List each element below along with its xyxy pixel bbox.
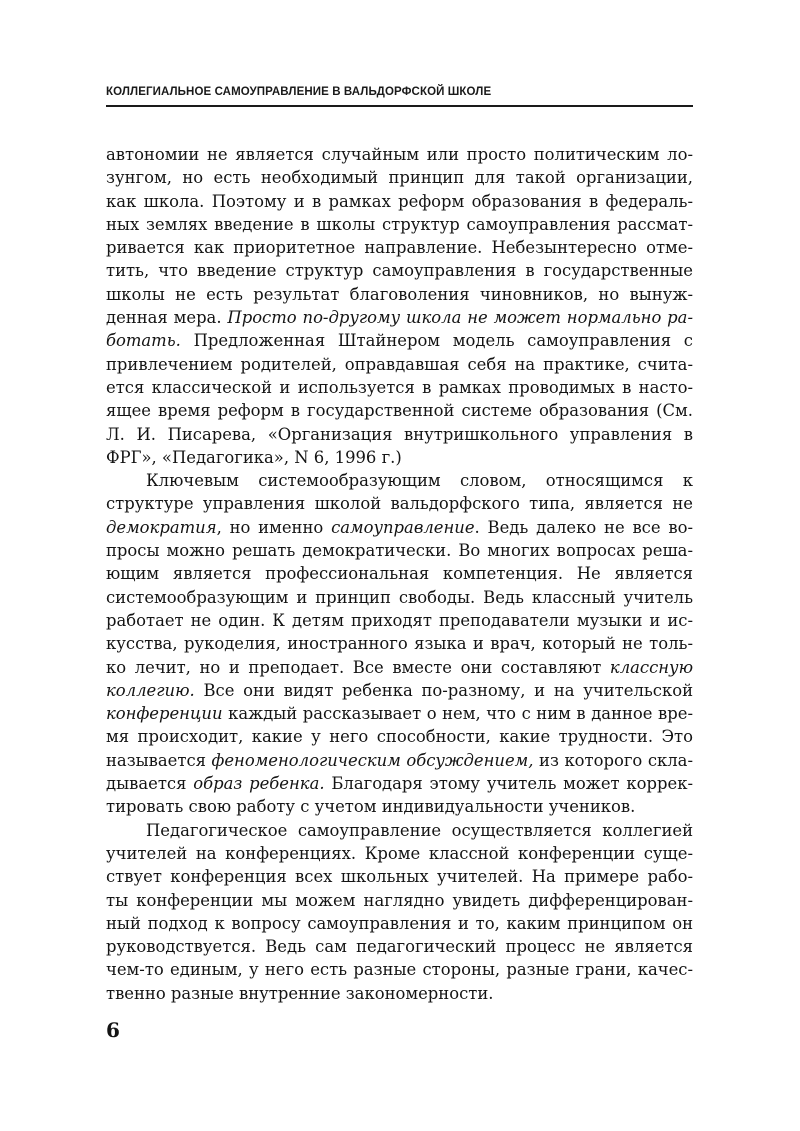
text-line xyxy=(106,376,693,399)
text-segment: Благодаря этому учитель может коррек- xyxy=(324,774,694,794)
italic-text: демократия xyxy=(106,517,217,537)
text-segment: тить, что введение структур самоуправления в государственные xyxy=(106,261,693,281)
text-segment: ющим является профессиональная компетенция. Не является xyxy=(106,564,693,584)
text-line xyxy=(106,632,693,655)
text-line xyxy=(106,329,693,352)
text-segment: Ключевым системообразующим словом, относящимся к xyxy=(146,471,693,491)
text-segment: привлечением родителей, оправдавшая себя на практике, счита- xyxy=(106,354,693,374)
text-line xyxy=(106,469,693,492)
text-segment: Предложенная Штайнером модель самоуправления с xyxy=(180,331,693,351)
text-line xyxy=(106,236,693,259)
italic-text: конференции xyxy=(106,704,223,724)
text-segment: ФРГ», «Педагогика», N 6, 1996 г.) xyxy=(106,447,402,467)
italic-text: ботать. xyxy=(106,331,181,351)
text-line xyxy=(106,283,693,306)
text-segment: школы не есть результат благоволения чиновников, но вынуж- xyxy=(106,284,693,304)
text-segment: мя происходит, какие у него способности, какие трудности. Это xyxy=(106,727,693,747)
text-segment: ствует конференция всех школьных учителей. На примере рабо- xyxy=(106,867,693,887)
text-line xyxy=(106,656,693,679)
text-line xyxy=(106,166,693,189)
text-segment: учителей на конференциях. Кроме классной конференции суще- xyxy=(106,843,693,863)
text-line xyxy=(106,516,693,539)
text-line xyxy=(106,423,693,446)
text-line xyxy=(106,586,693,609)
text-line xyxy=(106,492,693,515)
text-line xyxy=(106,842,693,865)
text-segment: руководствуется. Ведь сам педагогический процесс не является xyxy=(106,937,693,957)
text-segment: Все они видят ребенка по-разному, и на учительской xyxy=(194,680,693,700)
text-segment: системообразующим и принцип свободы. Ведь классный учитель xyxy=(106,587,693,607)
text-segment: кусства, рукоделия, иностранного языка и врач, который не толь- xyxy=(106,634,693,654)
text-line xyxy=(106,143,693,166)
text-line xyxy=(106,399,693,422)
text-segment: , но именно xyxy=(216,517,332,537)
text-segment: ты конференции мы можем наглядно увидеть дифференцирован- xyxy=(106,890,693,910)
text-line xyxy=(106,539,693,562)
text-segment: зунгом, но есть необходимый принцип для такой организации, xyxy=(106,168,693,188)
text-segment: просы можно решать демократически. Во многих вопросах реша- xyxy=(106,541,693,561)
italic-text: классную xyxy=(609,657,693,677)
text-line xyxy=(106,772,693,795)
text-line xyxy=(106,889,693,912)
text-segment: Л. И. Писарева, «Организация внутришкольного управления в xyxy=(106,424,693,444)
text-segment: ко лечит, но и преподает. Все вместе они составляют xyxy=(106,657,610,677)
text-line xyxy=(106,353,693,376)
text-segment: из которого скла- xyxy=(533,750,693,770)
italic-text: Просто по-другому школа не может нормально ра- xyxy=(227,308,693,328)
italic-text: образ ребенка. xyxy=(193,774,325,794)
header-rule xyxy=(106,105,693,107)
text-line xyxy=(106,749,693,772)
text-segment: ривается как приоритетное направление. Небезынтересно отме- xyxy=(106,238,693,258)
text-segment: каждый рассказывает о нем, что с ним в данное вре- xyxy=(222,704,693,724)
text-segment: дывается xyxy=(106,774,194,794)
text-segment: ется классической и используется в рамках проводимых в насто- xyxy=(106,377,693,397)
italic-text: коллегию. xyxy=(106,680,195,700)
text-line xyxy=(106,190,693,213)
text-line xyxy=(106,865,693,888)
italic-text: феноменологическим обсуждением, xyxy=(211,750,534,770)
text-segment: автономии не является случайным или просто политическим ло- xyxy=(106,145,693,164)
text-segment: твенно разные внутренние закономерности. xyxy=(106,983,494,1003)
text-line xyxy=(106,819,693,842)
text-segment: Педагогическое самоуправление осуществляется коллегией xyxy=(146,820,693,840)
text-line xyxy=(106,912,693,935)
text-segment: ных землях введение в школы структур самоуправления рассмат- xyxy=(106,214,693,234)
running-head: КОЛЛЕГИАЛЬНОЕ САМОУПРАВЛЕНИЕ В ВАЛЬДОРФСКОЙ ШКОЛЕ xyxy=(106,86,492,98)
text-line xyxy=(106,562,693,585)
text-line xyxy=(106,679,693,702)
text-segment: называется xyxy=(106,750,212,770)
text-segment: чем-то единым, у него есть разные стороны, разные грани, качес- xyxy=(106,960,693,980)
text-line xyxy=(106,795,693,818)
body-text xyxy=(106,143,693,1005)
text-line xyxy=(106,259,693,282)
text-line xyxy=(106,935,693,958)
text-segment: . Ведь далеко не все во- xyxy=(474,517,693,537)
text-line xyxy=(106,702,693,725)
text-line xyxy=(106,446,693,469)
text-segment: ящее время реформ в государственной системе образования (См. xyxy=(106,401,693,421)
text-line xyxy=(106,982,693,1005)
text-segment: как школа. Поэтому и в рамках реформ образования в федераль- xyxy=(106,191,693,211)
text-segment: работает не один. К детям приходят преподаватели музыки и ис- xyxy=(106,610,693,630)
text-line xyxy=(106,213,693,236)
text-segment: структуре управления школой вальдорфского типа, является не xyxy=(106,494,693,514)
text-line xyxy=(106,609,693,632)
text-line xyxy=(106,306,693,329)
text-segment: денная мера. xyxy=(106,308,228,328)
text-line xyxy=(106,958,693,981)
page-number: 6 xyxy=(106,1018,120,1042)
text-segment: тировать свою работу с учетом индивидуальности учеников. xyxy=(106,797,636,817)
italic-text: самоуправление xyxy=(331,517,475,537)
text-segment: ный подход к вопросу самоуправления и то, каким принципом он xyxy=(106,913,693,933)
text-line xyxy=(106,725,693,748)
